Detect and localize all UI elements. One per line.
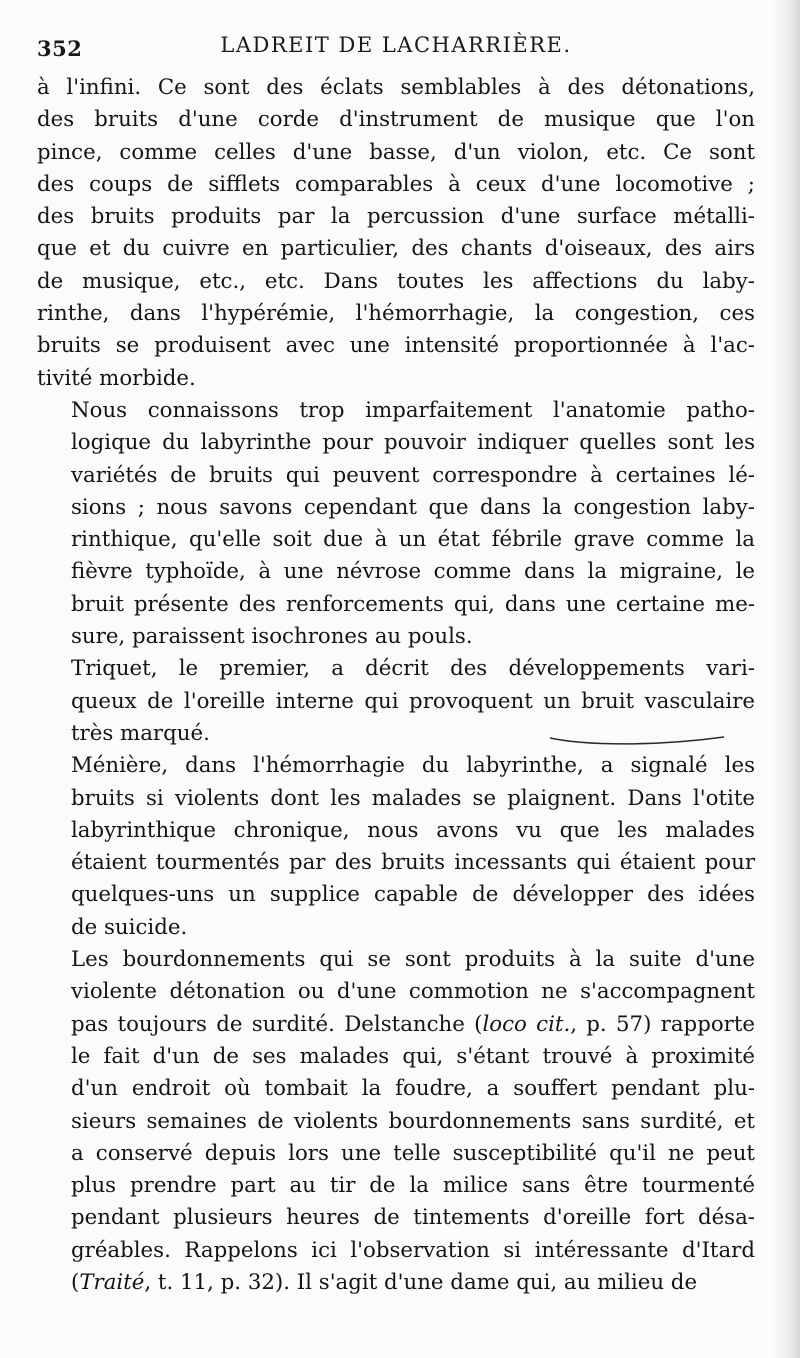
text-line: plus prendre part au tir de la milice sans être tourmenté	[71, 1173, 755, 1199]
text-line: sure, paraissent isochrones au pouls.	[71, 624, 473, 650]
page-edge-shadow	[772, 0, 800, 1358]
paragraph	[37, 395, 755, 653]
text-line: (Traité, t. 11, p. 32). Il s'agit d'une dame qui, au milieu de	[71, 1269, 698, 1295]
text-line: de suicide.	[71, 914, 188, 940]
text-line: pendant plusieurs heures de tintements d'oreille fort désa-	[71, 1205, 755, 1231]
text-line: à l'infini. Ce sont des éclats semblables à des détonations,	[37, 75, 755, 100]
paragraph	[37, 750, 755, 944]
text-line: des bruits produits par la percussion d'une surface métalli-	[37, 204, 755, 230]
text-line: bruit présente des renforcements qui, dans une certaine me-	[71, 591, 755, 617]
text-line: de musique, etc., etc. Dans toutes les affections du laby-	[37, 268, 755, 294]
text-line: Nous connaissons trop imparfaitement l'anatomie patho-	[71, 397, 755, 423]
text-line: quelques-uns un supplice capable de développer des idées	[71, 882, 755, 908]
text-line: très marqué.	[71, 720, 210, 746]
text-line: pas toujours de surdité. Delstanche (loco cit., p. 57) rapporte	[71, 1011, 755, 1037]
text-line: sions ; nous savons cependant que dans la congestion laby-	[71, 494, 755, 520]
text-line: des bruits d'une corde d'instrument de musique que l'on	[37, 107, 755, 133]
running-title: LADREIT DE LACHARRIÈRE.	[220, 33, 572, 57]
text-line: logique du labyrinthe pour pouvoir indiquer quelles sont les	[71, 430, 755, 456]
text-line: que et du cuivre en particulier, des chants d'oiseaux, des airs	[37, 236, 755, 262]
text-line: des coups de sifflets comparables à ceux d'une locomotive ;	[37, 171, 755, 197]
text-line: labyrinthique chronique, nous avons vu que les malades	[71, 817, 755, 843]
text-line: Triquet, le premier, a décrit des développements vari-	[71, 656, 755, 682]
paragraph	[37, 72, 755, 395]
page-header	[37, 28, 755, 64]
text-line: rinthe, dans l'hypérémie, l'hémorrhagie, la congestion, ces	[37, 301, 755, 327]
text-line: queux de l'oreille interne qui provoquent un bruit vasculaire	[71, 688, 755, 714]
handwritten-underline-mark	[548, 733, 726, 747]
body-text	[37, 72, 755, 1299]
text-line: d'un endroit où tombait la foudre, a souffert pendant plu-	[71, 1076, 755, 1102]
text-line: bruits si violents dont les malades se plaignent. Dans l'otite	[71, 785, 755, 811]
text-line: gréables. Rappelons ici l'observation si intéressante d'Itard	[71, 1237, 755, 1263]
text-line: bruits se produisent avec une intensité proportionnée à l'ac-	[37, 333, 755, 359]
text-line: rinthique, qu'elle soit due à un état fébrile grave comme la	[71, 527, 755, 553]
text-line: étaient tourmentés par des bruits incessants qui étaient pour	[71, 850, 755, 876]
text-line: violente détonation ou d'une commotion ne s'accompagnent	[71, 979, 755, 1005]
text-line: fièvre typhoïde, à une névrose comme dans la migraine, le	[71, 559, 755, 585]
text-line: Les bourdonnements qui se sont produits à la suite d'une	[71, 947, 755, 973]
text-line: variétés de bruits qui peuvent correspondre à certaines lé-	[71, 462, 755, 488]
text-line: sieurs semaines de violents bourdonnements sans surdité, et	[71, 1108, 755, 1134]
text-line: le fait d'un de ses malades qui, s'étant trouvé à proximité	[71, 1043, 755, 1069]
paragraph	[37, 944, 755, 1299]
text-line: Ménière, dans l'hémorrhagie du labyrinthe, a signalé les	[71, 753, 755, 779]
page-number: 352	[37, 36, 83, 61]
text-line: tivité morbide.	[37, 365, 196, 391]
text-line: pince, comme celles d'une basse, d'un violon, etc. Ce sont	[37, 139, 755, 165]
text-line: a conservé depuis lors une telle susceptibilité qu'il ne peut	[71, 1140, 755, 1166]
